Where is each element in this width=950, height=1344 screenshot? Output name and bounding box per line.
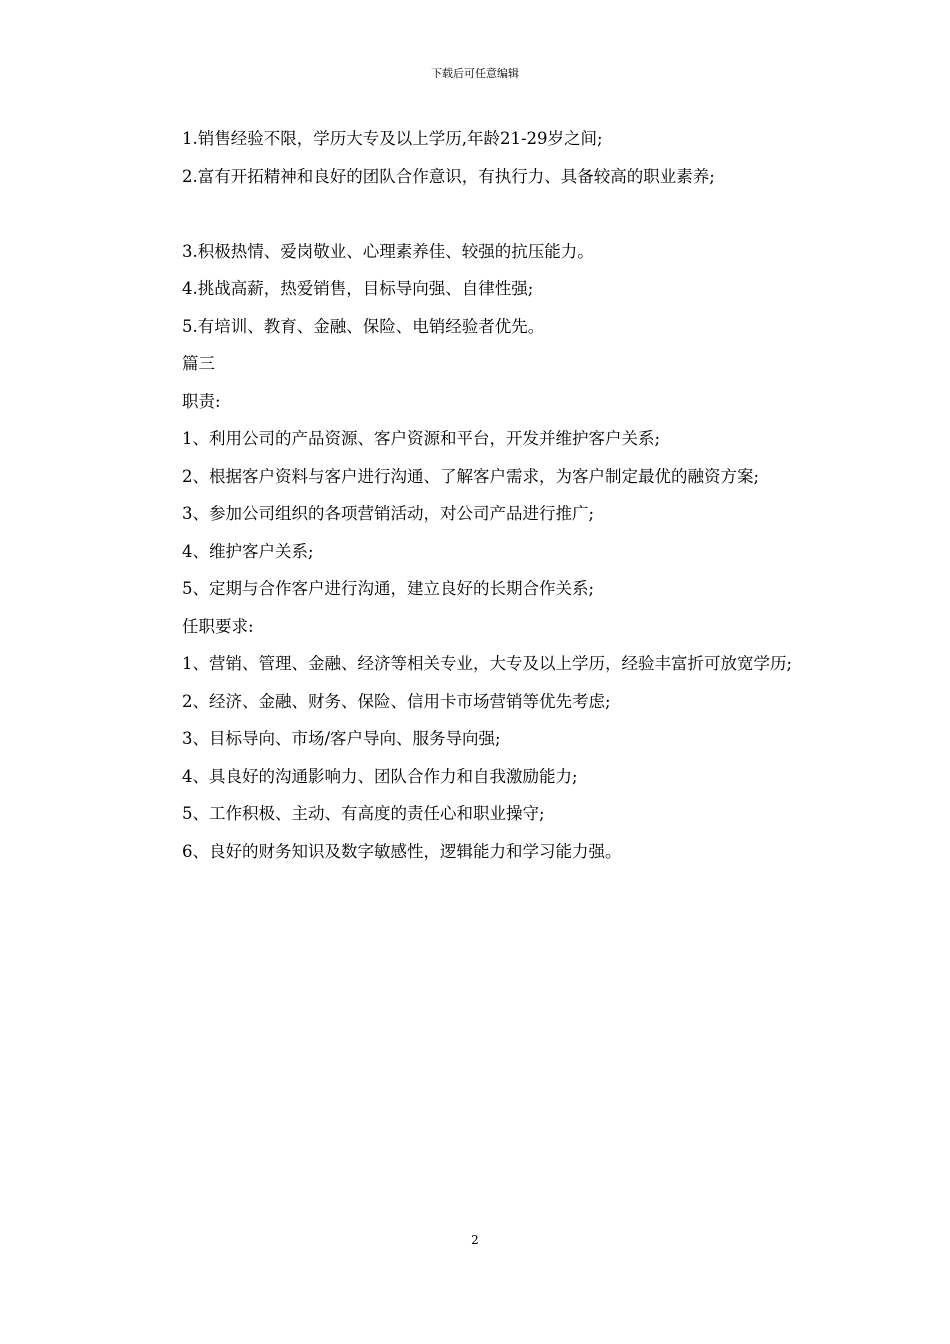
duties-heading: 职责:: [182, 391, 221, 411]
requirement-item: 1、营销、管理、金融、经济等相关专业，大专及以上学历，经验丰富折可放宽学历;: [182, 654, 793, 673]
requirement-item: 5.有培训、教育、金融、保险、电销经验者优先。: [182, 316, 545, 336]
duty-item: 5、定期与合作客户进行沟通，建立良好的长期合作关系;: [182, 579, 595, 598]
document-body: [145, 120, 810, 870]
requirement-item: 6、良好的财务知识及数字敏感性，逻辑能力和学习能力强。: [182, 841, 622, 861]
requirements-heading: 任职要求:: [182, 616, 254, 636]
paragraph-gap: [145, 195, 810, 233]
requirement-item: 2.富有开拓精神和良好的团队合作意识，有执行力、具备较高的职业素养;: [182, 166, 715, 186]
duty-item: 4、维护客户关系;: [182, 541, 314, 561]
page-header: 下载后可任意编辑: [431, 67, 519, 80]
requirement-item: 1.销售经验不限，学历大专及以上学历,年龄21-29岁之间;: [182, 129, 603, 148]
section-title: 篇三: [182, 354, 215, 373]
requirement-item: 4.挑战高薪，热爱销售，目标导向强、自律性强;: [182, 279, 534, 298]
requirement-item: 3、目标导向、市场/客户导向、服务导向强;: [182, 729, 501, 748]
duty-item: 3、参加公司组织的各项营销活动，对公司产品进行推广;: [182, 504, 595, 523]
duty-item: 1、利用公司的产品资源、客户资源和平台，开发并维护客户关系;: [182, 429, 661, 448]
page-number: 2: [471, 1233, 479, 1247]
requirement-item: 2、经济、金融、财务、保险、信用卡市场营销等优先考虑;: [182, 691, 611, 711]
requirement-item: 3.积极热情、爱岗敬业、心理素养佳、较强的抗压能力。: [182, 241, 594, 261]
duty-item: 2、根据客户资料与客户进行沟通、了解客户需求，为客户制定最优的融资方案;: [182, 466, 760, 486]
requirement-item: 5、工作积极、主动、有高度的责任心和职业操守;: [182, 804, 545, 823]
requirement-item: 4、具良好的沟通影响力、团队合作力和自我激励能力;: [182, 766, 578, 786]
